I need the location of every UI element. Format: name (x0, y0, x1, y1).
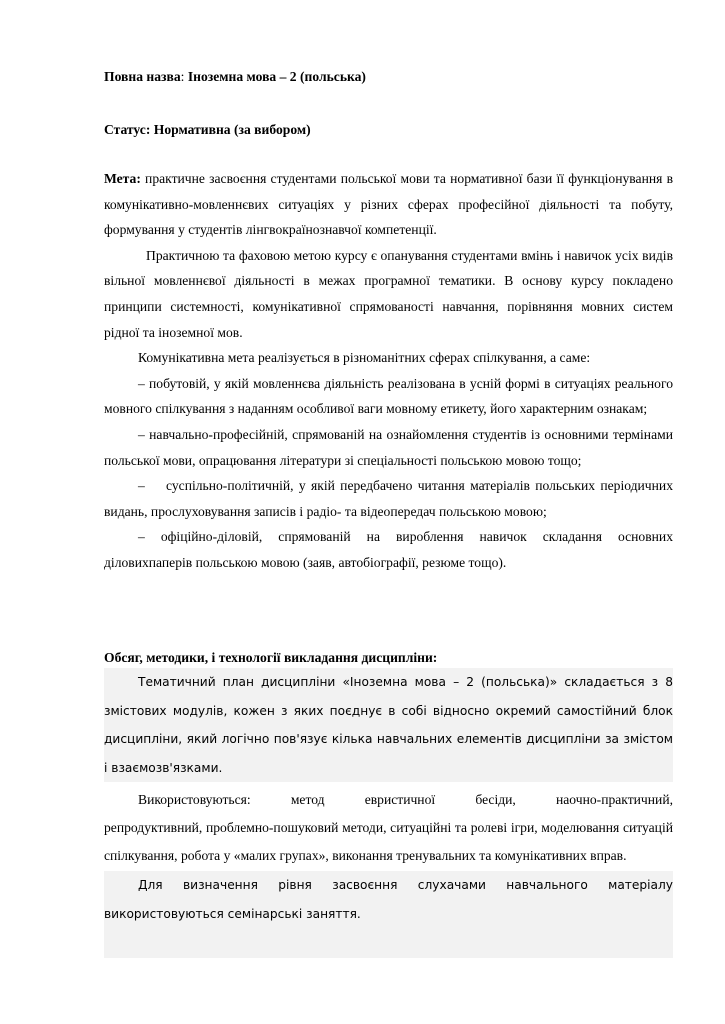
methods-seminars: Для визначення рівня засвоєння слухачами навчального матеріалу використовуються семінарські заняття. (104, 871, 673, 958)
list-item-educational: – навчально-професійній, спрямованій на ознайомлення студентів із основними термінами польської мови, опрацювання літератури зі спеціальності польською мовою тощо; (104, 426, 673, 468)
main-text (104, 166, 677, 576)
status-label: Статус: (104, 122, 151, 137)
methods-block (104, 668, 677, 958)
status-line (104, 117, 673, 143)
list-item-household: – побутовій, у якій мовленнєва діяльність реалізована в усній формі в ситуаціях реального мовного спілкування з наданням особливої ваги мовному етикету, його характерним ознакам; (104, 375, 673, 417)
methods-thematic-plan: Тематичний план дисципліни «Іноземна мова – 2 (польська)» складається з 8 змістових модулів, кожен з яких поєднує в собі відносно окремий самостійний блок дисципліни, який логічно пов'язує кілька навчальних елементів дисципліни за змістом і взаємозв'язками. (104, 668, 673, 782)
methods-used: Використовуються: метод евристичної бесіди, наочно-практичний, репродуктивний, проблемно-пошуковий методи, ситуаційні та ролеві ігри, моделювання ситуацій спілкування, робота у «малих групах», виконання тренувальних та комунікативних вправ. (104, 792, 677, 863)
list-item-official: – офіційно-діловій, спрямованій на вироблення навичок складання основних діловихпаперів польською мовою (заяв, автобіографії, резюме тощо). (104, 529, 673, 570)
full-name-value: Іноземна мова – 2 (польська) (187, 69, 366, 84)
full-name-sep: : (180, 69, 188, 84)
goal-text: практичне засвоєння студентами польської мови та нормативної бази її функціонування в комунікативно-мовленнєвих ситуаціях у різних сферах професійної діяльності та побуту, формування у студентів лінгвокраїнознавчої компетенції. (104, 171, 673, 238)
goal-paragraph (104, 166, 673, 243)
list-item-sociopolitical: – суспільно-політичній, у якій передбачено читання матеріалів польських періодичних видань, прослуховування записів і радіо- та відеопередач польською мовою; (104, 478, 677, 519)
goal-label: Мета: (104, 171, 141, 186)
full-name-line (104, 64, 673, 90)
full-name-label: Повна назва (104, 69, 181, 84)
paragraph-communicative: Комунікативна мета реалізується в різноманітних сферах спілкування, а саме: (138, 350, 591, 366)
methods-heading: Обсяг, методики, і технології викладання дисципліни: (104, 650, 438, 665)
paragraph-practical: Практичною та фаховою метою курсу є опанування студентами вмінь і навичок усіх видів вільної мовленнєвої діяльності в межах програмної тематики. В основу курсу покладено принципи системності, комунікативної спрямованості навчання, порівняння мовних систем рідної та іноземної мов. (104, 247, 673, 340)
status-value: Нормативна (за вибором) (150, 122, 311, 137)
